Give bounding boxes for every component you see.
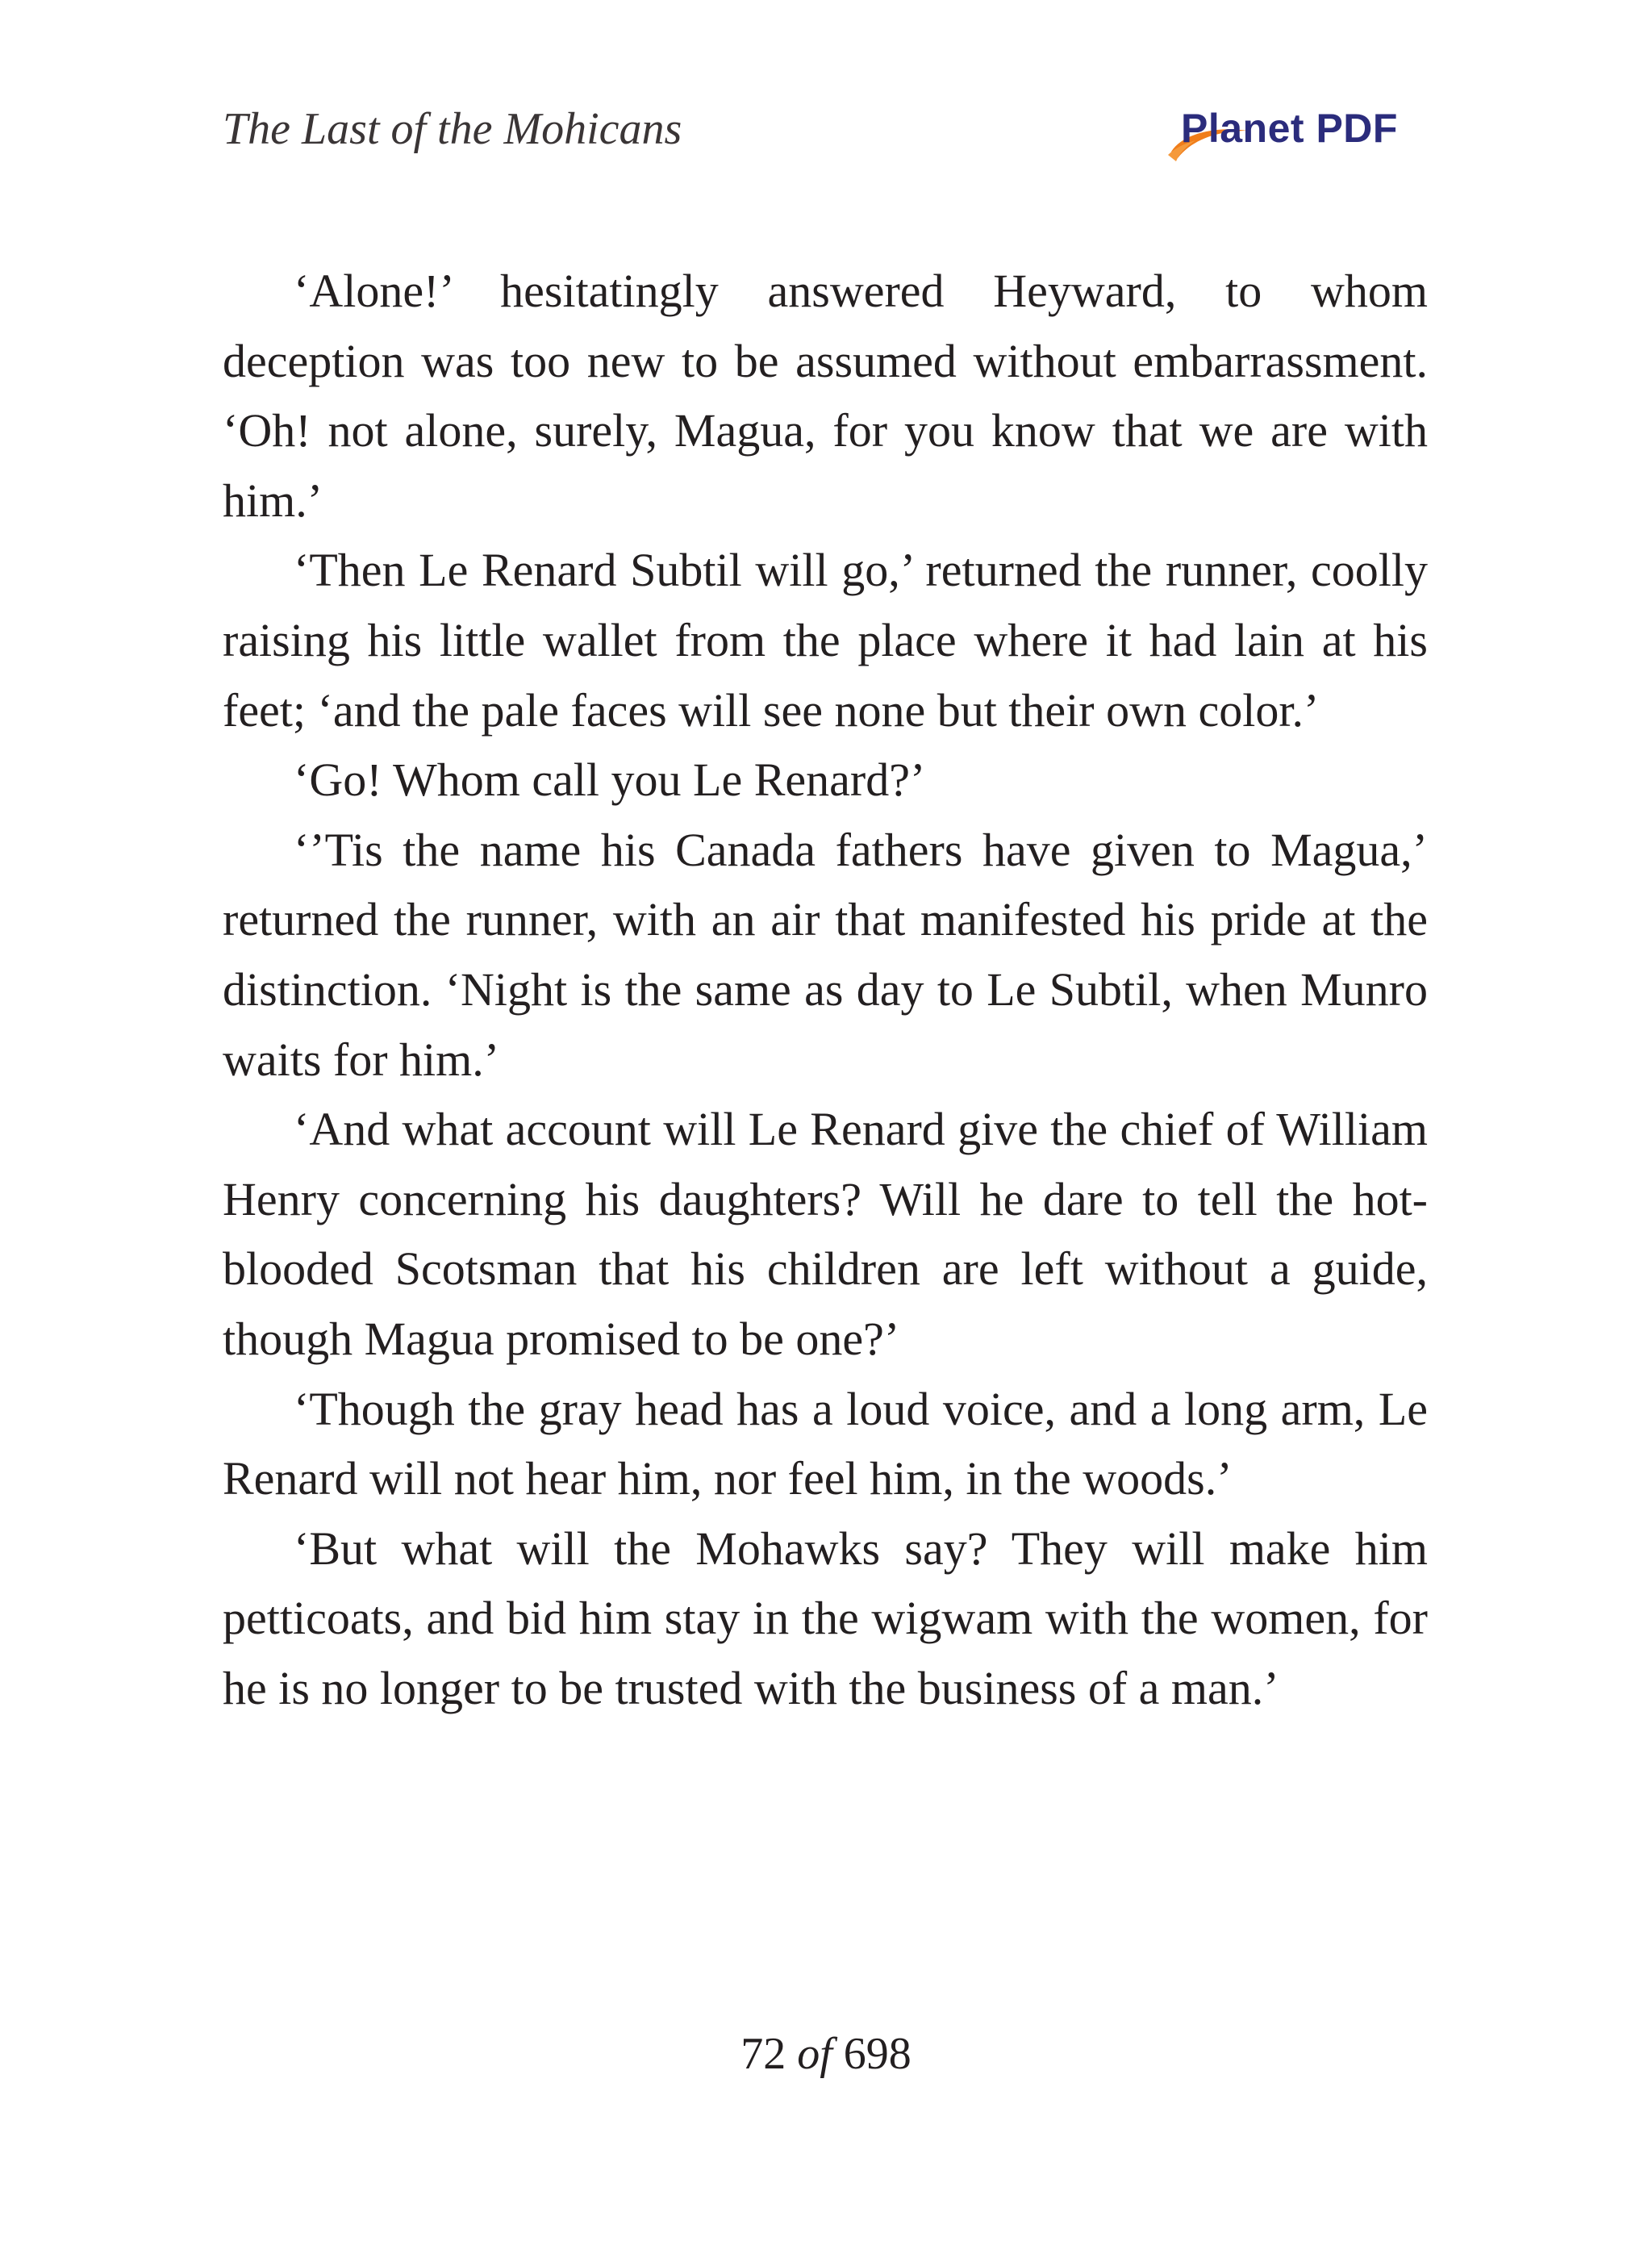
- running-header: [223, 102, 1433, 174]
- of-label: of: [797, 2029, 832, 2079]
- book-title: The Last of the Mohicans: [223, 104, 682, 154]
- total-pages: 698: [843, 2029, 912, 2079]
- paragraph: ‘And what account will Le Renard give the chief of William Henry concerning his daughters? Will he dare to tell the hot- blooded Scotsman that his children are left without a guide, though Magua promised to be one?’: [223, 1103, 1428, 1365]
- brand-text: Planet PDF: [1181, 106, 1398, 151]
- page-number: [0, 2031, 1652, 2077]
- planet-pdf-logo: [1166, 102, 1433, 166]
- body-text: [223, 257, 1428, 1723]
- paragraph: ‘’Tis the name his Canada fathers have given to Magua,’ returned the runner, with an air that manifested his pride at the distinction. ‘Night is the same as day to Le Subtil, when Munro waits for him.’: [223, 823, 1428, 1086]
- paragraph: ‘Then Le Renard Subtil will go,’ returned the runner, coolly raising his little wallet from the place where it had lain at his feet; ‘and the pale faces will see none but their own color.’: [223, 544, 1428, 737]
- paragraph: ‘Go! Whom call you Le Renard?’: [294, 753, 926, 807]
- paragraph: ‘But what will the Mohawks say? They will make him petticoats, and bid him stay in the wigwam with the women, for he is no longer to be trusted with the business of a man.’: [223, 1521, 1428, 1714]
- paragraph: ‘Alone!’ hesitatingly answered Heyward, to whom deception was too new to be assumed without embarrassment. ‘Oh! not alone, surely, Magua, for you know that we are with him.’: [223, 265, 1428, 527]
- paragraph: ‘Though the gray head has a loud voice, and a long arm, Le Renard will not hear him, nor feel him, in the woods.’: [223, 1382, 1428, 1505]
- current-page: 72: [740, 2029, 786, 2079]
